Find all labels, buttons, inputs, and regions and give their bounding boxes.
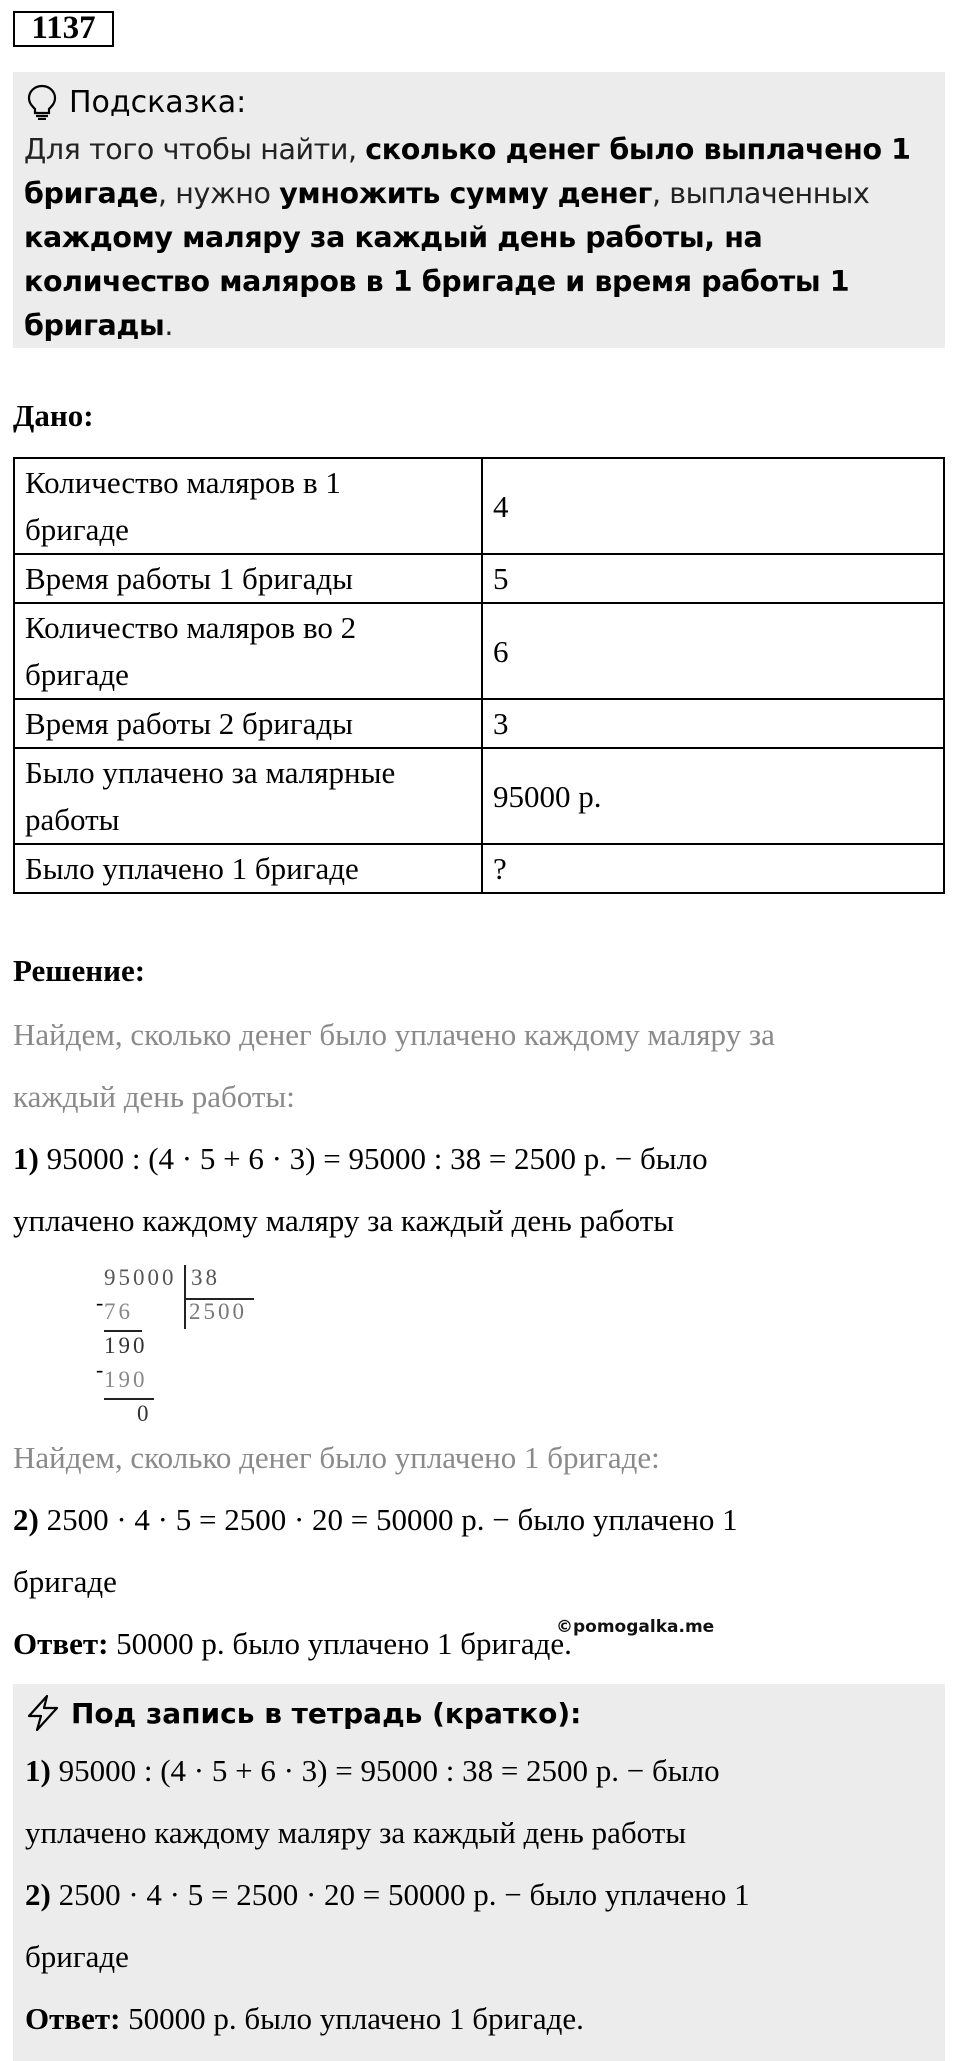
lightbulb-icon (27, 84, 57, 120)
hint-text (24, 128, 929, 348)
given-cell-value: 95000 р. (482, 748, 944, 844)
given-cell-label: Было уплачено за малярные работы (14, 748, 482, 844)
notes-line (25, 1753, 720, 1789)
step-number: 2) (25, 1877, 51, 1912)
hint-header (27, 82, 246, 122)
given-cell-label: Было уплачено 1 бригаде (14, 844, 482, 893)
division-final-remainder: 0 (137, 1401, 152, 1426)
hint-text-part: , выплаченных (651, 177, 870, 210)
step-number: 1) (25, 1753, 51, 1788)
hint-text-bold: умножить сумму денег (279, 177, 652, 210)
given-cell-value: 6 (482, 603, 944, 699)
table-row (14, 748, 944, 844)
step-number: 1) (13, 1141, 39, 1176)
division-underline (104, 1330, 142, 1332)
division-subtrahend: 76 (104, 1299, 133, 1324)
step1-comment: Найдем, сколько денег было уплачено каждому маляру за (13, 1017, 775, 1052)
step1-comment: каждый день работы: (13, 1079, 295, 1114)
division-dividend: 95000 (104, 1265, 177, 1290)
given-cell-label: Количество маляров во 2 бригаде (14, 603, 482, 699)
division-subtrahend: 190 (104, 1367, 148, 1392)
hint-text-bold: каждому маляру за каждый день работы, на количество маляров в 1 бригаде и время работы 1 бригады (24, 221, 850, 342)
answer-label: Ответ: (13, 1626, 109, 1661)
given-label: Дано: (13, 398, 94, 433)
step-text: 2500 · 4 · 5 = 2500 · 20 = 50000 р. − было уплачено 1 (38, 1502, 738, 1537)
answer-text: 50000 р. было уплачено 1 бригаде. (108, 1626, 572, 1661)
notes-answer-line (25, 2001, 584, 2037)
notes-line: бригаде (25, 1939, 129, 1974)
table-row (14, 458, 944, 554)
task-number: 1137 (13, 11, 114, 47)
notes-line: уплачено каждому маляру за каждый день работы (25, 1815, 687, 1850)
minus-sign: - (96, 1357, 104, 1382)
given-cell-label: Количество маляров в 1 бригаде (14, 458, 482, 554)
notes-header (25, 1690, 581, 1736)
division-quotient: 2500 (189, 1299, 247, 1324)
watermark: ©pomogalka.me (556, 1617, 715, 1637)
step-text: 2500 · 4 · 5 = 2500 · 20 = 50000 р. − было уплачено 1 (50, 1877, 750, 1912)
division-remainder: 190 (104, 1333, 148, 1358)
answer-line (13, 1626, 572, 1662)
step2-line (13, 1502, 738, 1538)
step-text: 95000 : (4 · 5 + 6 · 3) = 95000 : 38 = 2500 р. − было (38, 1141, 708, 1176)
given-cell-label: Время работы 2 бригады (14, 699, 482, 748)
division-underline (104, 1398, 154, 1400)
table-row (14, 554, 944, 603)
notes-title: Под запись в тетрадь (кратко): (71, 1696, 582, 1730)
answer-label: Ответ: (25, 2001, 121, 2036)
division-divisor: 38 (191, 1265, 220, 1290)
given-cell-value: 3 (482, 699, 944, 748)
given-cell-label: Время работы 1 бригады (14, 554, 482, 603)
division-vertical-line (184, 1265, 186, 1329)
notes-line (25, 1877, 750, 1913)
step1-line (13, 1141, 708, 1177)
table-row (14, 603, 944, 699)
given-cell-value: 5 (482, 554, 944, 603)
given-cell-value: 4 (482, 458, 944, 554)
hint-text-part: Для того чтобы найти, (24, 133, 366, 166)
hint-text-bold: сколько денег было выплачено 1 бригаде (24, 133, 911, 210)
step-number: 2) (13, 1502, 39, 1537)
step-text: 95000 : (4 · 5 + 6 · 3) = 95000 : 38 = 2500 р. − было (50, 1753, 720, 1788)
step2-line: бригаде (13, 1564, 117, 1599)
minus-sign: - (96, 1290, 104, 1315)
given-cell-value: ? (482, 844, 944, 893)
table-row (14, 844, 944, 893)
solution-label: Решение: (13, 953, 146, 988)
lightning-icon (25, 1694, 61, 1732)
given-table (13, 457, 945, 894)
hint-text-part: , нужно (157, 177, 280, 210)
hint-text-part: . (164, 309, 174, 342)
step1-line: уплачено каждому маляру за каждый день работы (13, 1203, 675, 1238)
table-row (14, 699, 944, 748)
answer-text: 50000 р. было уплачено 1 бригаде. (120, 2001, 584, 2036)
hint-title: Подсказка: (69, 84, 247, 120)
step2-comment: Найдем, сколько денег было уплачено 1 бригаде: (13, 1440, 660, 1475)
